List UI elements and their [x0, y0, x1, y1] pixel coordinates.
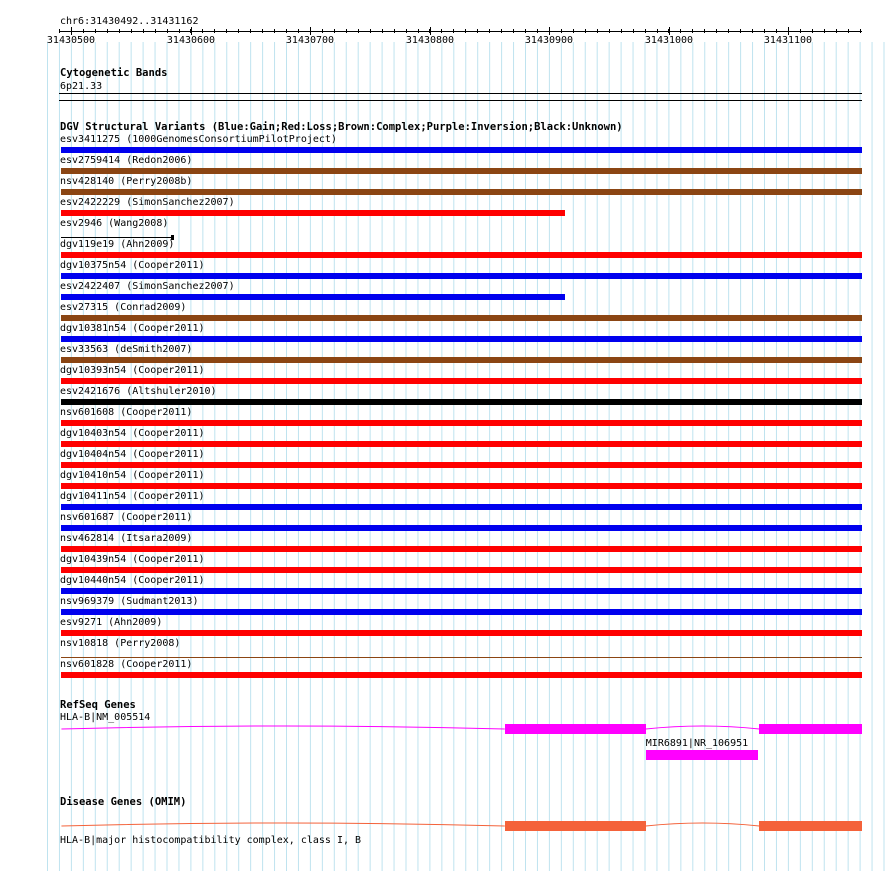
ruler-minor-tick — [716, 29, 717, 33]
ruler-minor-tick — [334, 29, 335, 33]
ruler-tick-label: 31430500 — [46, 35, 96, 46]
dgv-variant-label[interactable]: dgv10375n54 (Cooper2011) — [60, 260, 205, 271]
ruler-minor-tick — [286, 29, 287, 33]
ruler-minor-tick — [346, 29, 347, 33]
ruler-major-tick — [310, 27, 311, 35]
dgv-track-title: DGV Structural Variants (Blue:Gain;Red:Loss;Brown:Complex;Purple:Inversion;Black:Unknown) — [60, 121, 623, 133]
refseq-gene-hla-b-exon[interactable] — [505, 724, 646, 734]
ruler-minor-tick — [107, 29, 108, 33]
omim-gene-hla-b-label[interactable]: HLA-B|major histocompatibility complex, class I, B — [60, 835, 362, 846]
refseq-track-title: RefSeq Genes — [60, 699, 136, 711]
ruler-minor-tick — [358, 29, 359, 33]
dgv-variant-bar[interactable] — [61, 672, 862, 678]
dgv-variant-bar[interactable] — [61, 336, 862, 342]
refseq-gene-hla-b-exon[interactable] — [759, 724, 862, 734]
dgv-variant-label[interactable]: dgv10404n54 (Cooper2011) — [60, 449, 205, 460]
ruler-minor-tick — [561, 29, 562, 33]
ruler-minor-tick — [59, 29, 60, 33]
ruler-major-tick — [669, 27, 670, 35]
dgv-variant-label[interactable]: esv9271 (Ahn2009) — [60, 617, 163, 628]
ruler-tick-label: 31431100 — [763, 35, 813, 46]
dgv-variant-label[interactable]: esv2946 (Wang2008) — [60, 218, 169, 229]
dgv-variant-label[interactable]: esv2421676 (Altshuler2010) — [60, 386, 217, 397]
ruler-minor-tick — [465, 29, 466, 33]
ruler-minor-tick — [764, 29, 765, 33]
dgv-variant-label[interactable]: dgv10440n54 (Cooper2011) — [60, 575, 205, 586]
ruler-minor-tick — [274, 29, 275, 33]
dgv-variant-bar[interactable] — [61, 657, 862, 658]
cytoband-line-bottom — [59, 100, 862, 101]
ruler-minor-tick — [836, 29, 837, 33]
dgv-variant-bar[interactable] — [61, 294, 564, 300]
ruler-minor-tick — [250, 29, 251, 33]
ruler-minor-tick — [226, 29, 227, 33]
dgv-variant-label[interactable]: esv2422229 (SimonSanchez2007) — [60, 197, 235, 208]
dgv-variant-label[interactable]: dgv119e19 (Ahn2009) — [60, 239, 175, 250]
ruler-minor-tick — [238, 29, 239, 33]
ruler-minor-tick — [704, 29, 705, 33]
dgv-variant-bar[interactable] — [61, 189, 862, 195]
dgv-variant-label[interactable]: nsv601828 (Cooper2011) — [60, 659, 193, 670]
ruler-minor-tick — [609, 29, 610, 33]
ruler-major-tick — [788, 27, 789, 35]
ruler-major-tick — [191, 27, 192, 35]
ruler-minor-tick — [179, 29, 180, 33]
ruler-minor-tick — [740, 29, 741, 33]
ruler-minor-tick — [394, 29, 395, 33]
ruler-minor-tick — [501, 29, 502, 33]
ruler-tick-label: 31430700 — [285, 35, 335, 46]
ruler-minor-tick — [298, 29, 299, 33]
ruler-major-tick — [549, 27, 550, 35]
ruler-minor-tick — [119, 29, 120, 33]
ruler-major-tick — [71, 27, 72, 35]
ruler-minor-tick — [131, 29, 132, 33]
dgv-variant-label[interactable]: nsv601608 (Cooper2011) — [60, 407, 193, 418]
refseq-gene-mir6891-exon[interactable] — [646, 750, 758, 760]
ruler-minor-tick — [621, 29, 622, 33]
dgv-variant-bar[interactable] — [61, 378, 862, 384]
cytoband-track-title: Cytogenetic Bands — [60, 67, 168, 79]
dgv-variant-bar[interactable] — [61, 462, 862, 468]
dgv-variant-bar[interactable] — [61, 483, 862, 489]
dgv-variant-label[interactable]: dgv10403n54 (Cooper2011) — [60, 428, 205, 439]
dgv-variant-bar[interactable] — [61, 399, 862, 405]
ruler-minor-tick — [477, 29, 478, 33]
ruler-minor-tick — [214, 29, 215, 33]
ruler-minor-tick — [453, 29, 454, 33]
dgv-variant-label[interactable]: esv27315 (Conrad2009) — [60, 302, 187, 313]
ruler-minor-tick — [824, 29, 825, 33]
refseq-gene-mir6891-label[interactable]: MIR6891|NR_106951 — [645, 738, 749, 749]
ruler-minor-tick — [513, 29, 514, 33]
ruler-tick-label: 31430600 — [166, 35, 216, 46]
dgv-variant-bar[interactable] — [61, 147, 862, 153]
dgv-variant-label[interactable]: esv3411275 (1000GenomesConsortiumPilotProject) — [60, 134, 337, 145]
ruler-tick-label: 31431000 — [644, 35, 694, 46]
omim-gene-hla-b-exon[interactable] — [759, 821, 862, 831]
ruler-minor-tick — [83, 29, 84, 33]
ruler-minor-tick — [262, 29, 263, 33]
dgv-variant-bar[interactable] — [61, 315, 862, 321]
ruler-minor-tick — [418, 29, 419, 33]
dgv-variant-label[interactable]: nsv462814 (Itsara2009) — [60, 533, 193, 544]
ruler-minor-tick — [728, 29, 729, 33]
dgv-variant-bar[interactable] — [61, 441, 862, 447]
ruler-minor-tick — [95, 29, 96, 33]
dgv-variant-label[interactable]: nsv10818 (Perry2008) — [60, 638, 181, 649]
ruler-minor-tick — [657, 29, 658, 33]
ruler-minor-tick — [752, 29, 753, 33]
dgv-variant-label[interactable]: esv33563 (deSmith2007) — [60, 344, 193, 355]
ruler-minor-tick — [800, 29, 801, 33]
dgv-variant-label[interactable]: nsv428140 (Perry2008b) — [60, 176, 193, 187]
dgv-variant-bar[interactable] — [61, 210, 564, 216]
region-label: chr6:31430492..31431162 — [60, 16, 199, 27]
dgv-variant-bar[interactable] — [61, 420, 862, 426]
ruler-minor-tick — [167, 29, 168, 33]
ruler-minor-tick — [202, 29, 203, 33]
dgv-variant-label[interactable]: dgv10393n54 (Cooper2011) — [60, 365, 205, 376]
dgv-variant-bar[interactable] — [61, 168, 862, 174]
ruler-tick-label: 31430900 — [524, 35, 574, 46]
dgv-variant-bar[interactable] — [61, 252, 862, 258]
dgv-variant-bar[interactable] — [61, 609, 862, 615]
ruler-major-tick — [430, 27, 431, 35]
dgv-variant-bar[interactable] — [61, 630, 862, 636]
refseq-gene-hla-b-label[interactable]: HLA-B|NM_005514 — [60, 712, 151, 723]
dgv-variant-label[interactable]: dgv10381n54 (Cooper2011) — [60, 323, 205, 334]
dgv-variant-bar[interactable] — [61, 567, 862, 573]
dgv-variant-bar[interactable] — [61, 357, 862, 363]
dgv-variant-bar[interactable] — [61, 504, 862, 510]
dgv-variant-label[interactable]: esv2759414 (Redon2006) — [60, 155, 193, 166]
ruler-minor-tick — [382, 29, 383, 33]
dgv-variant-label[interactable]: dgv10411n54 (Cooper2011) — [60, 491, 205, 502]
ruler-minor-tick — [776, 29, 777, 33]
dgv-variant-label[interactable]: nsv969379 (Sudmant2013) — [60, 596, 199, 607]
ruler-tick-label: 31430800 — [405, 35, 455, 46]
dgv-variant-label[interactable]: esv2422407 (SimonSanchez2007) — [60, 281, 235, 292]
dgv-variant-bar[interactable] — [61, 525, 862, 531]
ruler-minor-tick — [848, 29, 849, 33]
dgv-variant-bar[interactable] — [61, 546, 862, 552]
ruler-minor-tick — [143, 29, 144, 33]
ruler-minor-tick — [573, 29, 574, 33]
ruler-minor-tick — [585, 29, 586, 33]
dgv-variant-label[interactable]: dgv10439n54 (Cooper2011) — [60, 554, 205, 565]
omim-gene-hla-b-exon[interactable] — [505, 821, 646, 831]
cytoband-line-top — [59, 93, 862, 94]
cytoband-label: 6p21.33 — [60, 81, 103, 92]
ruler-minor-tick — [155, 29, 156, 33]
ruler-minor-tick — [812, 29, 813, 33]
ruler-minor-tick — [441, 29, 442, 33]
ruler-minor-tick — [537, 29, 538, 33]
ruler-minor-tick — [370, 29, 371, 33]
ruler-minor-tick — [692, 29, 693, 33]
dgv-variant-label[interactable]: dgv10410n54 (Cooper2011) — [60, 470, 205, 481]
ruler-minor-tick — [406, 29, 407, 33]
dgv-variant-bar[interactable] — [61, 273, 862, 279]
omim-track-title: Disease Genes (OMIM) — [60, 796, 187, 808]
ruler-minor-tick — [633, 29, 634, 33]
dgv-variant-label[interactable]: nsv601687 (Cooper2011) — [60, 512, 193, 523]
ruler-minor-tick — [525, 29, 526, 33]
ruler-minor-tick — [489, 29, 490, 33]
ruler-minor-tick — [597, 29, 598, 33]
ruler-minor-tick — [680, 29, 681, 33]
ruler-minor-tick — [860, 29, 861, 33]
ruler-minor-tick — [322, 29, 323, 33]
ruler-minor-tick — [645, 29, 646, 33]
dgv-variant-bar[interactable] — [61, 237, 172, 238]
dgv-variant-bar[interactable] — [61, 588, 862, 594]
